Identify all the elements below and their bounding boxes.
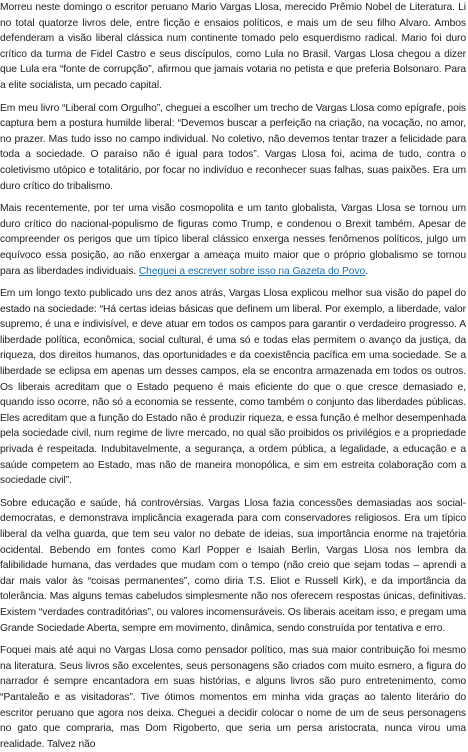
- paragraph-2: Em meu livro “Liberal com Orgulho”, cheguei a escolher um trecho de Vargas Llosa como epígrafe, pois captura bem a postura humilde liberal: “Devemos buscar a perfeição na criação, na vocação, no amor, no prazer. Mas tudo isso no campo individual. No coletivo, não devemos tentar trazer a felicidade para toda a sociedade. O paraíso não é igual para todos”. Vargas Llosa foi, acima de tudo, contra o coletivismo utópico e totalitário, por focar no indivíduo e reconhecer suas falhas, suas paixões. Era um duro crítico do tribalismo.: [0, 102, 466, 192]
- paragraph-4: Em um longo texto publicado uns dez anos atrás, Vargas Llosa explicou melhor sua visão do papel do estado na sociedade: “Há certas ideias básicas que definem um liberal. Por exemplo, a liberdade, valor supremo, é una e indivisível, e deve atuar em todos os campos para garantir o verdadeiro progresso. A liberdade política, econômica, social cultural, é uma só e todas elas permitem o avanço da justiça, da riqueza, dos direitos humanos, das oportunidades e da coexistência pacífica em uma sociedade. Se a liberdade se eclipsa em apenas um desses campos, ela se encontra armazenada em todos os outros. Os liberais acreditam que o Estado pequeno é mais eficiente do que o que cresce demasiado e, quando isso ocorre, não só a economia se ressente, como também o conjunto das liberdades públicas. Eles acreditam que a função do Estado não é produzir riqueza, e essa função é melhor desempenhada pela sociedade civil, num regime de livre mercado, no qual são proibidos os privilégios e a propriedade privada é respeitada. Indubitavelmente, a segurança, a ordem pública, a legalidade, a educação e a saúde competem ao Estado, mas não de maneira monopólica, e sim em estreita colaboração com a sociedade civil”.: [0, 288, 466, 487]
- paragraph-3-end: .: [365, 265, 368, 277]
- paragraph-3-text: Mais recentemente, por ter uma visão cosmopolita e um tanto globalista, Vargas Llosa se tornou um duro crítico do nacional-populismo de figuras como Trump, e condenou o Brexit também. Apesar de compreender os perigos que um típico liberal clássico enxerga nesses fenômenos políticos, julgo um equívoco essa posição, ao não enxergar a ameaça muito maior que o próprio globalismo se tornou para as liberdades individuais.: [0, 203, 466, 277]
- paragraph-3: [0, 201, 466, 279]
- gazeta-do-povo-link[interactable]: Cheguei a escrever sobre isso na Gazeta do Povo: [138, 265, 366, 277]
- paragraph-5: Sobre educação e saúde, há controvérsias. Vargas Llosa fazia concessões demasiadas aos social-democratas, e demonstrava implicância exagerada para com conservadores religiosos. Era um típico liberal da velha guarda, que tem seu valor no debate de ideias, sua importância enorme na trajetória ocidental. Bebendo em fontes como Karl Popper e Isaiah Berlin, Vargas Llosa nos lembra da falibilidade humana, das verdades que mudam com o tempo (não creio que sejam todas – aprendi a dar mais valor às “coisas permanentes”, como diria T.S. Eliot e Russell Kirk), e da importância da tolerância. Mas alguns temas cabeludos simplesmente não nos oferecem respostas únicas, definitivas. Existem “verdades contraditórias”, ou valores incomensuráveis. Os liberais aceitam isso, e pregam uma Grande Sociedade Aberta, sempre em movimento, dinâmica, sendo construída por tentativa e erro.: [0, 497, 466, 634]
- paragraph-1: Morreu neste domingo o escritor peruano Mario Vargas Llosa, merecido Prêmio Nobel de Literatura. Li no total quatorze livros dele, entre ficção e ensaios políticos, e mais um de seu filho Alvaro. Ambos defenderam a visão liberal clássica num continente tomado pelo esquerdismo radical. Mario foi duro crítico da turma de Fidel Castro e seus discípulos, como Lula no Brasil. Vargas Llosa chegou a dizer que Lula era “fonte de corrupção”, afirmou que jamais votaria no petista e que preferia Bolsonaro. Para a elite socialista, um pecado capital.: [0, 2, 466, 91]
- paragraph-6: Foquei mais até aqui no Vargas Llosa como pensador político, mas sua maior contribuição foi mesmo na literatura. Seus livros são excelentes, seus personagens são criados com muito esmero, a figura do narrador é sempre encantadora em suas histórias, e alguns livros são puro entretenimento, como “Pantaleão e as visitadoras”. Tive ótimos momentos em minha vida graças ao talento literário do escritor peruano que agora nos deixa. Cheguei a decidir colocar o nome de um de seus personagens no gato que compraria, mas Dom Rigoberto, que seria um persa aristocrata, nunca virou uma realidade. Talvez não: [0, 645, 466, 750]
